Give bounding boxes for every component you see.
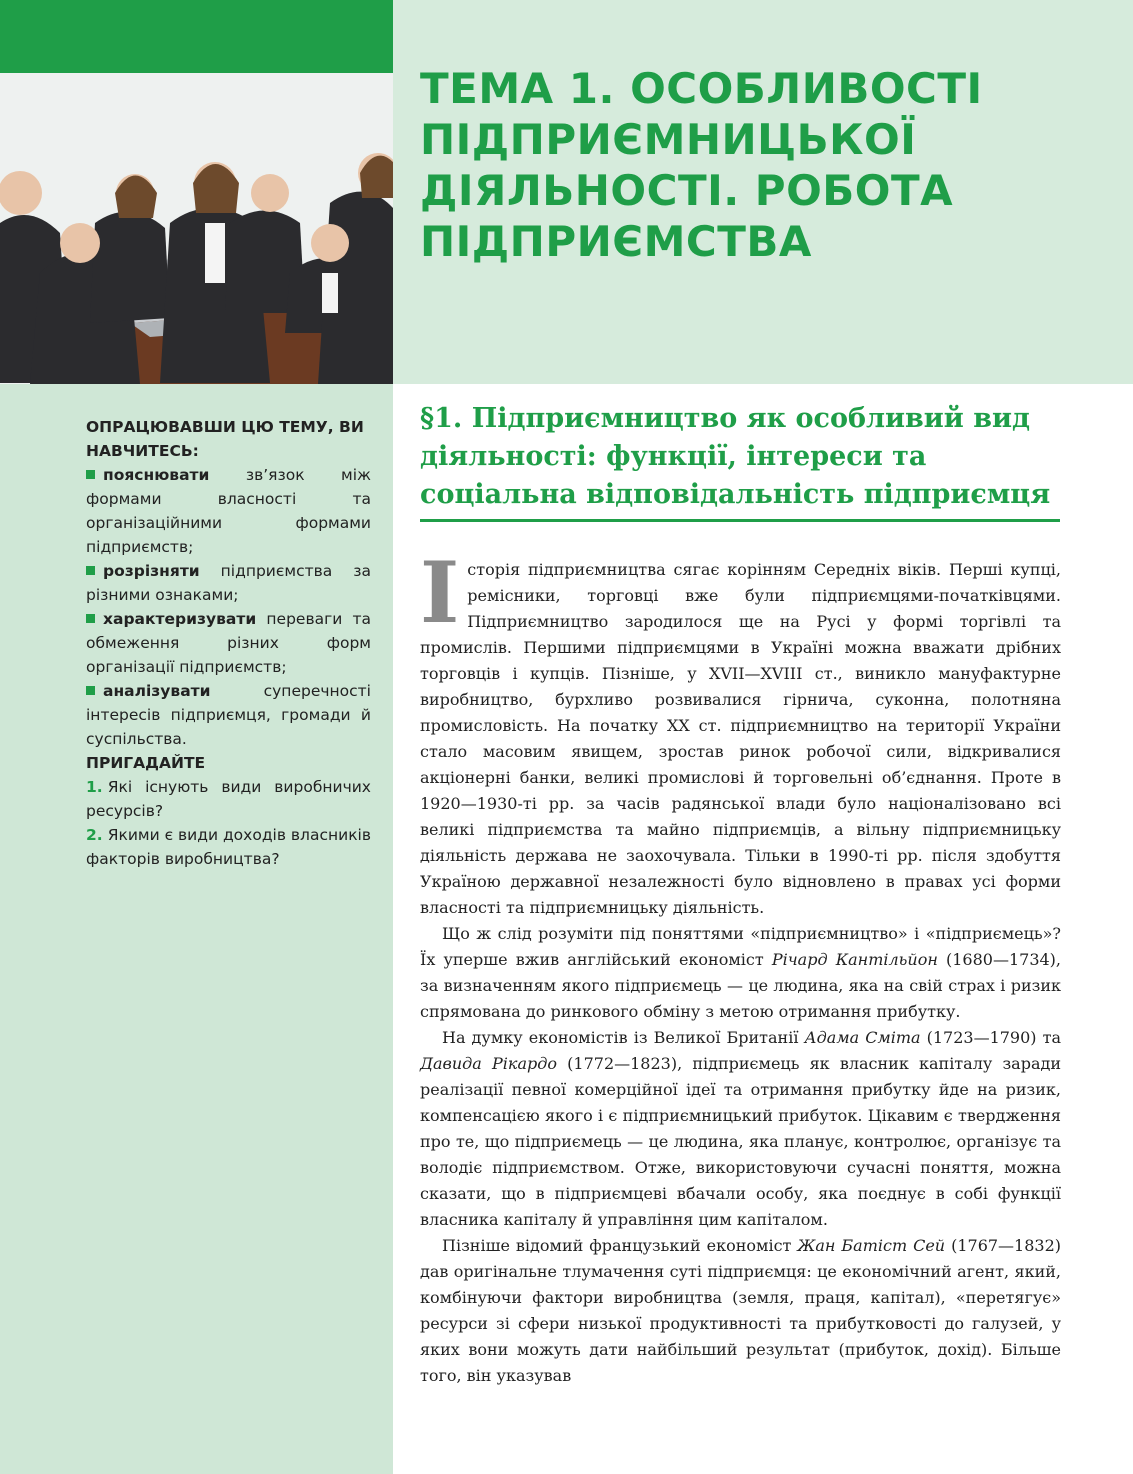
bullet-square-icon (86, 686, 95, 695)
recall-number: 2. (86, 826, 103, 844)
list-item (86, 463, 371, 559)
person-name: Давида Рікардо (420, 1054, 557, 1073)
paragraph-text: сторія підприємництва сягає корінням Середніх віків. Перші купці, ремісники, торговці вже були підприємцями-початківцями. Підприємництво зародилося ще на Русі у формі торгівлі та промислів. Першими підприємцями в Україні можна вважати дрібних торговців і купців. Пізніше, у XVII—XVIII ст., виникло мануфактурне виробництво, бурхливо розвивалися гірнича, суконна, полотняна промисловість. На початку XX ст. підприємництво на території України стало масовим явищем, зростав ринок робочої сили, відкривалися акціонерні банки, великі промислові й торговельні об’єднання. Проте в 1920—1930-ті рр. за часів радянської влади було націоналізовано всі великі підприємства та майно підприємців, а вільну підприємницьку діяльність держава не заохочувала. Тільки в 1990-ті рр. після здобуття Україною державної незалежності було відновлено в правах усі форми власності та підприємницьку діяльність. (420, 560, 1061, 917)
list-item (86, 607, 371, 679)
bullet-square-icon (86, 470, 95, 479)
paragraph (420, 921, 1061, 1025)
list-item (86, 559, 371, 607)
learn-block (86, 415, 371, 751)
learn-heading: ОПРАЦЮВАВШИ ЦЮ ТЕМУ, ВИ НАВЧИТЕСЬ: (86, 418, 364, 460)
green-top-bar (0, 0, 393, 73)
paragraph-text: Що ж слід розуміти під поняттями «підприємництво» і «підприємець»? Їх уперше вжив англійський економіст (420, 924, 1061, 969)
photo-illustration-icon (0, 73, 393, 384)
learn-keyword: пояснювати (103, 466, 210, 484)
paragraph-text: (1767—1832) дав оригінальне тлумачення суті підприємця: це економічний агент, який, комбінуючи фактори виробництва (земля, праця, капітал), «перетягує» ресурси зі сфери низької продуктивності та прибутковості до галузей, у яких вони можуть дати найбільший результат (прибуток, дохід). Більше того, він указував (420, 1236, 1062, 1385)
paragraph-text: На думку економістів із Великої Британії (442, 1028, 805, 1047)
learn-text: підприємства за різними ознаками; (86, 562, 371, 604)
bullet-square-icon (86, 566, 95, 575)
recall-text: Якими є види доходів власників факторів виробництва? (86, 826, 371, 868)
paragraph (420, 1233, 1061, 1389)
learn-keyword: характеризувати (103, 610, 257, 628)
recall-text: Які існують види виробничих ресурсів? (86, 778, 371, 820)
recall-list (86, 775, 371, 871)
learn-list (86, 463, 371, 751)
paragraph-text: (1680—1734), за визначенням якого підприємець — це людина, яка на свій страх і ризик спрямована до ринкового обміну з метою отримання прибутку. (420, 950, 1061, 1021)
paragraph-text: (1723—1790) та (920, 1028, 1061, 1047)
list-item (86, 679, 371, 751)
recall-block (86, 751, 371, 871)
learn-keyword: аналізувати (103, 682, 211, 700)
learn-text: суперечності інтересів підприємця, громади й суспільства. (86, 682, 371, 748)
bullet-square-icon (86, 614, 95, 623)
person-name: Жан Батіст Сей (797, 1236, 946, 1255)
person-name: Річард Кантільйон (771, 950, 938, 969)
paragraph-text: (1772—1823), підприємець як власник капіталу заради реалізації певної комерційної ідеї та отримання прибутку йде на ризик, компенсацією якого і є підприємницький прибуток. Цікавим є твердження про те, що підприємець — це людина, яка планує, контролює, організує та володіє підприємством. Отже, використовуючи сучасні поняття, можна сказати, що в підприємцеві вбачали особу, яка поєднує в собі функції власника капіталу й управління цим капіталом. (420, 1054, 1062, 1229)
learn-text: переваги та обмеження різних форм організації підприємств; (86, 610, 371, 676)
page-title: ТЕМА 1. ОСОБЛИВОСТІ ПІДПРИЄМНИЦЬКОЇ ДІЯЛЬНОСТІ. РОБОТА ПІДПРИЄМСТВА (420, 64, 983, 266)
recall-heading: ПРИГАДАЙТЕ (86, 754, 206, 772)
person-name: Адама Сміта (804, 1028, 921, 1047)
business-meeting-photo (0, 73, 393, 384)
drop-cap: І (420, 543, 460, 642)
list-item (86, 775, 371, 823)
learn-text: зв’язок між формами власності та організаційними формами підприємств; (86, 466, 371, 556)
paragraph-text: Пізніше відомий французький економіст (442, 1236, 798, 1255)
paragraph (420, 1025, 1061, 1233)
learn-keyword: розрізняти (103, 562, 200, 580)
list-item (86, 823, 371, 871)
section-heading: §1. Підприємництво як особливий вид діяльності: функції, інтереси та соціальна відповідальність підприємця (420, 403, 1051, 510)
heading-divider (420, 519, 1060, 522)
recall-number: 1. (86, 778, 103, 796)
paragraph (420, 543, 1061, 921)
body-text (420, 543, 1062, 1389)
